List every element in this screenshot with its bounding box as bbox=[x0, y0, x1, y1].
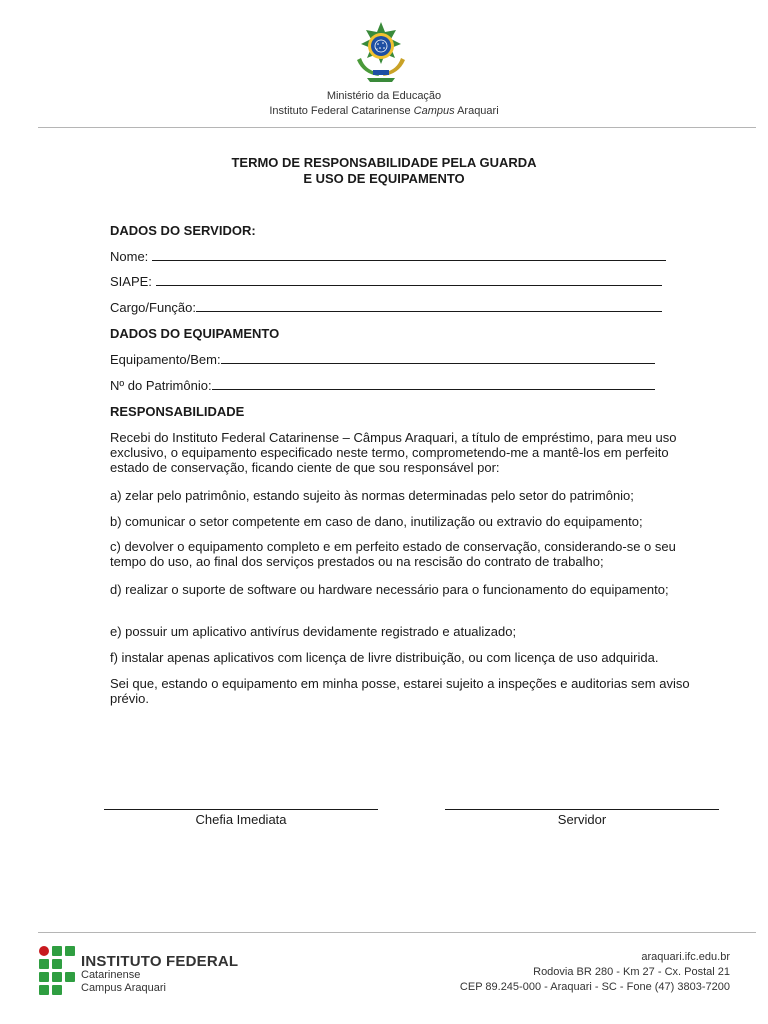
footer-address: Rodovia BR 280 - Km 27 - Cx. Postal 21 bbox=[533, 966, 730, 978]
list-item: d) realizar o suporte de software ou hardware necessário para o funcionamento do equipamento; bbox=[110, 582, 669, 597]
equipamento-blank bbox=[221, 352, 655, 364]
document-title-line2: E USO DE EQUIPAMENTO bbox=[303, 171, 465, 186]
equipamento-label: Equipamento/Bem: bbox=[110, 352, 221, 367]
footer-institution-sub1: Catarinense bbox=[81, 969, 141, 981]
intro-paragraph: Recebi do Instituto Federal Catarinense – Câmpus Araquari, a título de empréstimo, para meu uso exclusivo, o equipamento especificado neste termo, comprometendo-me a mantê-los em perfeito estado de conservação, ficando ciente de que sou responsável por: bbox=[110, 430, 677, 475]
equipamento-field bbox=[110, 352, 655, 367]
nome-field bbox=[110, 249, 666, 264]
footer-cep-phone: CEP 89.245-000 - Araquari - SC - Fone (47) 3803-7200 bbox=[459, 981, 730, 993]
siape-blank bbox=[156, 274, 662, 286]
campus-name: Araquari bbox=[454, 105, 499, 117]
footer-divider bbox=[38, 932, 756, 933]
list-item: f) instalar apenas aplicativos com licença de livre distribuição, ou com licença de uso adquirida. bbox=[110, 650, 659, 665]
patrimonio-label: Nº do Patrimônio: bbox=[110, 378, 212, 393]
list-item: a) zelar pelo patrimônio, estando sujeito às normas determinadas pelo setor do patrimônio; bbox=[110, 488, 634, 503]
institute-name bbox=[0, 105, 768, 117]
cargo-field bbox=[110, 300, 662, 315]
list-item: b) comunicar o setor competente em caso de dano, inutilização ou extravio do equipamento; bbox=[110, 514, 643, 529]
footer-institution-name: INSTITUTO FEDERAL bbox=[81, 953, 239, 970]
chefia-signature-line bbox=[104, 809, 378, 810]
patrimonio-field bbox=[110, 378, 655, 393]
footer-institution-sub2: Campus Araquari bbox=[81, 982, 166, 994]
cargo-blank bbox=[196, 300, 662, 312]
servidor-signature-label: Servidor bbox=[557, 812, 607, 827]
brazil-coat-of-arms-icon bbox=[349, 20, 413, 84]
list-item: c) devolver o equipamento completo e em perfeito estado de conservação, considerando-se o seu tempo do uso, ao final dos serviços prestados ou na rescisão do contrato de trabalho; bbox=[110, 539, 676, 569]
list-item: e) possuir um aplicativo antivírus devidamente registrado e atualizado; bbox=[110, 624, 517, 639]
cargo-label: Cargo/Função: bbox=[110, 300, 196, 315]
nome-label: Nome: bbox=[110, 249, 152, 264]
siape-field bbox=[110, 274, 662, 289]
section-heading-servidor: DADOS DO SERVIDOR: bbox=[110, 223, 256, 238]
ministry-name: Ministério da Educação bbox=[326, 90, 442, 102]
closing-paragraph: Sei que, estando o equipamento em minha posse, estarei sujeito a inspeções e auditorias sem aviso prévio. bbox=[110, 676, 690, 706]
nome-blank bbox=[152, 249, 666, 261]
header-divider bbox=[38, 127, 756, 128]
section-heading-responsabilidade: RESPONSABILIDADE bbox=[110, 404, 245, 419]
document-title-line1: TERMO DE RESPONSABILIDADE PELA GUARDA bbox=[231, 155, 537, 170]
patrimonio-blank bbox=[212, 378, 655, 390]
siape-label: SIAPE: bbox=[110, 274, 156, 289]
campus-word: Campus bbox=[413, 105, 455, 117]
section-heading-equipamento: DADOS DO EQUIPAMENTO bbox=[110, 326, 280, 341]
footer-website: araquari.ifc.edu.br bbox=[641, 951, 730, 963]
institute-prefix: Instituto Federal Catarinense bbox=[269, 105, 414, 117]
servidor-signature-line bbox=[445, 809, 719, 810]
chefia-signature-label: Chefia Imediata bbox=[195, 812, 287, 827]
